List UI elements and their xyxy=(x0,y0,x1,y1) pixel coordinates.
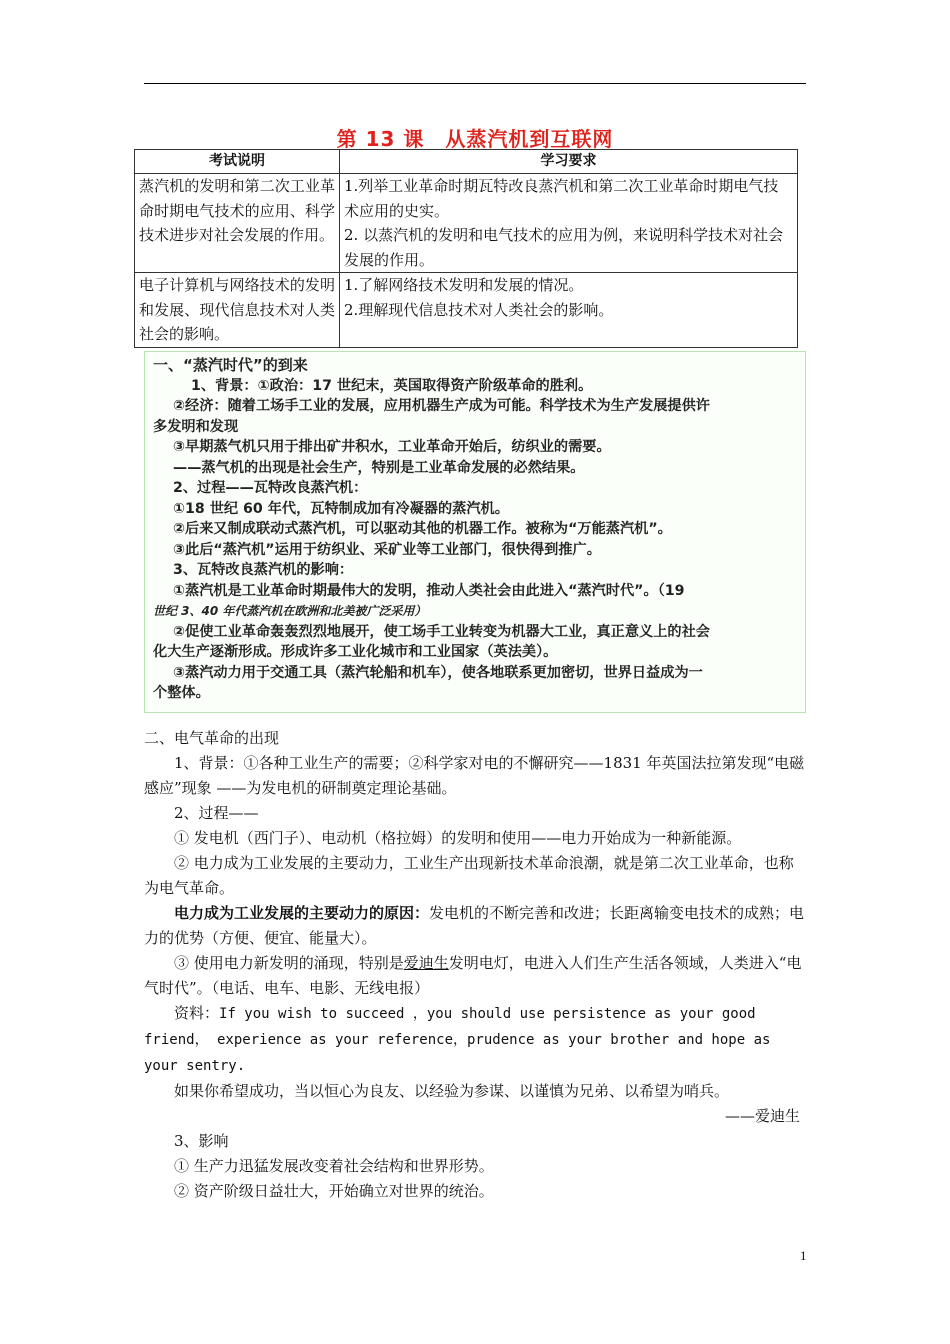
lesson-title: 第 13 课 从蒸汽机到互联网 xyxy=(336,127,614,151)
notes-line: ①18 世纪 60 年代，瓦特制成加有冷凝器的蒸汽机。 xyxy=(173,500,509,517)
edison-name: 爱迪生 xyxy=(403,954,449,972)
notes-line: ②促使工业革命轰轰烈烈地展开，使工场手工业转变为机器大工业，真正意义上的社会 xyxy=(173,623,710,640)
table-cell-study xyxy=(340,174,798,273)
quote-paragraph xyxy=(144,1001,808,1079)
requirements-table xyxy=(134,149,798,348)
study-item: 2.理解现代信息技术对人类社会的影响。 xyxy=(344,300,614,319)
section1-heading: 一、“蒸汽时代”的到来 xyxy=(153,356,308,374)
reason-heading: 电力成为工业发展的主要动力的原因： xyxy=(174,904,430,922)
table-row xyxy=(135,174,798,273)
impact-item: ① 生产力迅猛发展改变着社会结构和世界形势。 xyxy=(174,1157,494,1175)
notes-line: 世纪 3、40 年代蒸汽机在欧洲和北美被广泛采用） xyxy=(153,604,427,618)
table-cell-exam: 蒸汽机的发明和第二次工业革命时期电气技术的应用、科学技术进步对社会发展的作用。 xyxy=(135,174,340,273)
impact-item: ② 资产阶级日益壮大，开始确立对世界的统治。 xyxy=(174,1182,494,1200)
notes-line: ②经济：随着工场手工业的发展，应用机器生产成为可能。科学技术为生产发展提供许 xyxy=(173,398,710,414)
notes-line: 化大生产逐渐形成。形成许多工业化城市和工业国家（英法美）。 xyxy=(153,644,558,660)
process-label: 2、过程—— xyxy=(174,804,259,822)
steam-age-notes-image xyxy=(144,351,806,713)
process-item: ① 发电机（西门子）、电动机（格拉姆）的发明和使用——电力开始成为一种新能源。 xyxy=(174,829,742,847)
notes-line: 1、背景：①政治：17 世纪末，英国取得资产阶级革命的胜利。 xyxy=(191,377,593,394)
section2-body xyxy=(144,726,808,1204)
study-item: 1.列举工业革命时期瓦特改良蒸汽机和第二次工业革命时期电气技术应用的史实。 xyxy=(344,177,779,220)
quote-author: ——爱迪生 xyxy=(724,1107,800,1125)
section2-heading: 二、电气革命的出现 xyxy=(144,729,280,747)
notes-line: ③此后“蒸汽机”运用于纺织业、采矿业等工业部门，很快得到推广。 xyxy=(173,541,601,558)
notes-line: ③蒸汽动力用于交通工具（蒸汽轮船和机车），使各地联系更加密切，世界日益成为一 xyxy=(173,664,703,681)
reason-paragraph xyxy=(144,901,808,951)
table-cell-exam: 电子计算机与网络技术的发明和发展、现代信息技术对人类社会的影响。 xyxy=(135,273,340,348)
notes-line: ——蒸气机的出现是社会生产，特别是工业革命发展的必然结果。 xyxy=(173,459,585,476)
notes-line: 多发明和发现 xyxy=(153,418,239,435)
notes-line: 3、瓦特改良蒸汽机的影响： xyxy=(173,562,354,578)
edison-text: ③ 使用电力新发明的涌现，特别是 xyxy=(174,954,404,972)
notes-line: ①蒸汽机是工业革命时期最伟大的发明，推动人类社会由此进入“蒸汽时代”。（19 xyxy=(173,582,685,599)
study-item: 1.了解网络技术发明和发展的情况。 xyxy=(344,276,584,294)
quote-label: 资料： xyxy=(174,1004,220,1022)
quote-english: If you wish to succeed ，you should use persistence as your good friend， experience as your reference，prudence as your brother and hope as your sentry. xyxy=(144,1006,771,1074)
study-item: 2. 以蒸汽机的发明和电气技术的应用为例，来说明科学技术对社会发展的作用。 xyxy=(344,226,784,269)
notes-line: ③早期蒸气机只用于排出矿井积水，工业革命开始后，纺织业的需要。 xyxy=(173,439,611,455)
page-number: 1 xyxy=(800,1248,807,1263)
notes-line: 个整体。 xyxy=(153,685,210,701)
notes-line: ②后来又制成联动式蒸汽机，可以驱动其他的机器工作。被称为“万能蒸汽机”。 xyxy=(173,521,672,537)
background-paragraph: 1、背景：①各种工业生产的需要；②科学家对电的不懈研究——1831 年英国法拉第发现“电磁感应”现象 ——为发电机的研制奠定理论基础。 xyxy=(144,754,805,797)
reason-text: 发电机的不断完善和改进；长距离输变电技术的成熟；电力的优势（方便、便宜、能量大）。 xyxy=(144,904,805,947)
table-header-row xyxy=(135,150,798,174)
notes-line: 2、过程——瓦特改良蒸汽机： xyxy=(173,480,368,496)
edison-text: 发明电灯，电进入人们生产生活各领域，人类进入“电气时代”。（电话、电车、电影、无线电报） xyxy=(144,954,802,997)
table-row xyxy=(135,273,798,348)
table-header-study: 学习要求 xyxy=(340,150,798,174)
table-cell-study xyxy=(340,273,798,348)
edison-paragraph xyxy=(144,951,808,1001)
header-rule xyxy=(144,83,806,84)
table-header-exam: 考试说明 xyxy=(135,150,340,174)
impact-label: 3、影响 xyxy=(174,1132,229,1150)
quote-chinese: 如果你希望成功，当以恒心为良友、以经验为参谋、以谨慎为兄弟、以希望为哨兵。 xyxy=(174,1082,730,1100)
process-item: ② 电力成为工业发展的主要动力，工业生产出现新技术革命浪潮，就是第二次工业革命，也称为电气革命。 xyxy=(144,854,794,897)
